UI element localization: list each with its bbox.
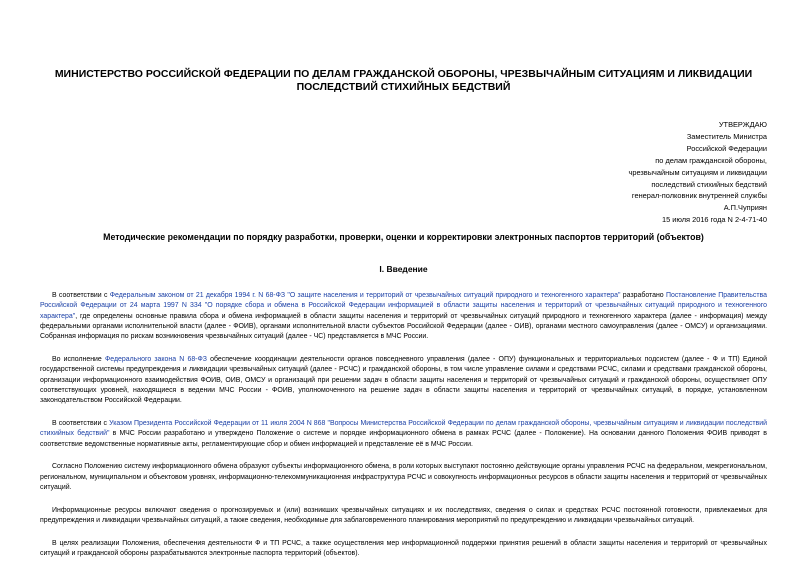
approval-line: УТВЕРЖДАЮ xyxy=(718,120,767,129)
federal-law-68-link[interactable]: Федеральным законом от 21 декабря 1994 г. N 68-ФЗ "О защите населения и территорий от чрезвычайных ситуаций природного и техногенного характера" xyxy=(109,292,621,299)
paragraph: Согласно Положению систему информационного обмена образуют субъекты информационного обмена, в роли которых выступают постоянно действующие органы управления РСЧС на федеральном, межрегиональном, региональном, муниципальном и объектовом уровнях, информационно-телекоммуникационная инфраструктура РСЧС и совокупность информационных ресурсов в области защиты населения и территорий от чрезвычайных ситуаций. xyxy=(40,463,767,491)
approval-date: 15 июля 2016 года N 2-4-71-40 xyxy=(661,215,767,225)
approval-line: Российской Федерации xyxy=(686,143,767,153)
approval-line: чрезвычайным ситуациям и ликвидации xyxy=(628,167,767,177)
document-title: Методические рекомендации по порядку разработки, проверки, оценки и корректировки электронных паспортов территорий (объектов) xyxy=(103,232,704,242)
paragraph-text: В соответствии с xyxy=(52,292,110,299)
approval-line: по делам гражданской обороны, xyxy=(655,155,767,165)
paragraph-text: Во исполнение xyxy=(52,355,105,363)
government-decree-334-link[interactable]: Постановление Правительства Российской Федерации от 24 марта 1997 N 334 "О порядке сбора и обмена в Российской Федерации информацией в области защиты населения и территорий от чрезвычайных ситуаций природного и техногенного характера" xyxy=(40,292,767,320)
paragraph-text: в МЧС России разработано и утверждено Положение о системе и порядке информационного обмена в рамках РСЧС (далее - Положение). На основании данного Положения ФОИВ приводят в соответствие ведомственные нормативные акты, регламентирующие сбор и обмен информацией и представление её в МЧС России. xyxy=(40,430,767,448)
paragraph: В целях реализации Положения, обеспечения деятельности Ф и ТП РСЧС, а также осуществления мер информационной поддержки принятия решений в области защиты населения и территорий от чрезвычайных ситуаций и гражданской обороны разрабатываются электронные паспорта территорий (объектов). xyxy=(40,539,767,558)
paragraph xyxy=(40,291,767,342)
approval-block xyxy=(527,119,767,226)
presidential-decree-868-link[interactable]: Указом Президента Российской Федерации от 11 июля 2004 N 868 "Вопросы Министерства Российской Федерации по делам гражданской обороны, чрезвычайным ситуациям и ликвидации последствий стихийных бедствий" xyxy=(40,419,767,438)
approval-line: последствий стихийных бедствий xyxy=(651,179,767,189)
ministry-heading: МИНИСТЕРСТВО РОССИЙСКОЙ ФЕДЕРАЦИИ ПО ДЕЛАМ ГРАЖДАНСКОЙ ОБОРОНЫ, ЧРЕЗВЫЧАЙНЫМ СИТУАЦИЯМ И ЛИКВИДАЦИИ ПОСЛЕДСТВИЙ СТИХИЙНЫХ БЕДСТВИЙ xyxy=(54,68,753,93)
section-heading: I. Введение xyxy=(379,264,428,274)
paragraph: Информационные ресурсы включают сведения о прогнозируемых и (или) возникших чрезвычайных ситуациях и их последствиях, сведения о силах и средствах РСЧС постоянной готовности, привлекаемых для предупреждения и ликвидации чрезвычайных ситуаций, а также сведения, необходимые для заблаговременного планирования мероприятий по предупреждению и ликвидации чрезвычайных ситуаций. xyxy=(40,506,767,525)
approval-line: генерал-полковник внутренней службы xyxy=(631,191,767,201)
federal-law-68-short-link[interactable]: Федерального закона N 68-ФЗ xyxy=(104,355,207,363)
approval-line: А.П.Чуприян xyxy=(723,203,767,213)
paragraph-text: разработано xyxy=(620,292,666,299)
document-body xyxy=(40,291,767,572)
paragraph xyxy=(40,355,767,406)
paragraph-text: , где определены основные правила сбора и обмена информацией в области защиты населения и территорий от чрезвычайных ситуаций природного и техногенного характера (далее - информация) между федеральными органами исполнительной власти (далее - ФОИВ), органами исполнительной власти субъектов Российской Федерации (далее - ОИВ), органами местного самоуправления (далее - ОМСУ) и организациями. Собранная информация по рискам возникновения чрезвычайных ситуаций (далее - ЧС) представляется в МЧС России. xyxy=(40,312,767,341)
paragraph xyxy=(40,419,767,450)
paragraph-text: В соответствии с xyxy=(52,419,110,427)
paragraph-text: обеспечение координации деятельности органов повседневного управления (далее - ОПУ) функциональных и территориальных подсистем (далее - Ф и ТП) Единой государственной системы предупреждения и ликвидации чрезвычайных ситуаций (далее - РСЧС) и гражданской обороны, в том числе управление силами и средствами РСЧС, силами и средствами гражданской обороны, организации информационного взаимодействия ФОИВ, ОИВ, ОМСУ и организаций при решении задач в области защиты населения и территорий от чрезвычайных ситуаций и гражданской обороны, осуществляет ОПУ соответствующих уровней, находящиеся в ведении МЧС России - ФОИВ, уполномоченного на решение задач в области защиты населения и территорий от чрезвычайных ситуаций, в порядке, установленном законодательством Российской Федерации. xyxy=(40,355,767,405)
approval-line: Заместитель Министра xyxy=(686,131,767,141)
